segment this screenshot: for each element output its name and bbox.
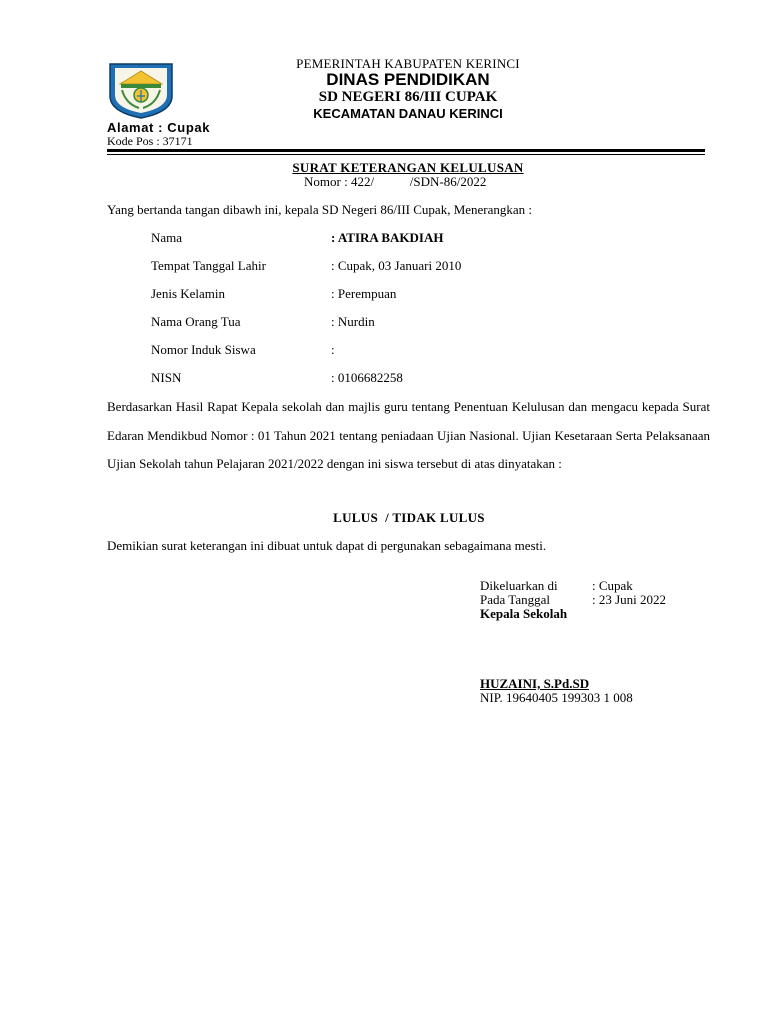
field-label-birth: Tempat Tanggal Lahir: [151, 258, 266, 273]
signer-nip: NIP. 19640405 199303 1 008: [480, 690, 633, 705]
field-value-student-number: :: [331, 342, 335, 357]
address: Alamat : Cupak: [107, 120, 211, 135]
field-label-nisn: NISN: [151, 370, 182, 385]
school-name: SD NEGERI 86/III CUPAK: [318, 89, 498, 105]
intro-text: Yang bertanda tangan dibawh ini, kepala SD Negeri 86/III Cupak, Menerangkan :: [107, 202, 533, 217]
signer-position: Kepala Sekolah: [480, 606, 568, 621]
issued-place-label: Dikeluarkan di: [480, 578, 558, 593]
field-value-name: : ATIRA BAKDIAH: [331, 230, 444, 245]
district-name: KECAMATAN DANAU KERINCI: [313, 106, 503, 121]
body-paragraph: Berdasarkan Hasil Rapat Kepala sekolah dan majlis guru tentang Penentuan Kelulusan dan mengacu kepada Surat Edaran Mendikbud Nomor : 01 Tahun 2021 tentang peniadaan Ujian Nasional. Ujian Kesetaraan Serta Pelaksanaan Ujian Sekolah tahun Pelajaran 2021/2022 dengan ini siswa tersebut di atas dinyatakan :: [107, 399, 710, 471]
issued-date-label: Pada Tanggal: [480, 592, 550, 607]
field-label-parent: Nama Orang Tua: [151, 314, 241, 329]
field-label-student-number: Nomor Induk Siswa: [151, 342, 256, 357]
issued-place-value: : Cupak: [592, 578, 633, 593]
header-divider-thin: [107, 154, 705, 155]
field-value-gender: : Perempuan: [331, 286, 397, 301]
letter-title: SURAT KETERANGAN KELULUSAN: [292, 160, 524, 175]
field-value-birth: : Cupak, 03 Januari 2010: [331, 258, 462, 273]
graduation-result: LULUS / TIDAK LULUS: [333, 510, 485, 525]
field-label-gender: Jenis Kelamin: [151, 286, 226, 301]
closing-text: Demikian surat keterangan ini dibuat untuk dapat di pergunakan sebagaimana mesti.: [107, 538, 547, 553]
field-value-parent: : Nurdin: [331, 314, 375, 329]
postcode: Kode Pos : 37171: [107, 134, 193, 148]
header-divider-thick: [107, 149, 705, 152]
issued-date-value: : 23 Juni 2022: [592, 592, 667, 607]
signer-name: HUZAINI, S.Pd.SD: [480, 676, 590, 691]
field-value-nisn: : 0106682258: [331, 370, 403, 385]
field-label-name: Nama: [151, 230, 183, 245]
government-name: PEMERINTAH KABUPATEN KERINCI: [296, 56, 520, 71]
department-name: DINAS PENDIDIKAN: [326, 70, 490, 89]
letter-number: Nomor : 422/ /SDN-86/2022: [304, 174, 487, 189]
